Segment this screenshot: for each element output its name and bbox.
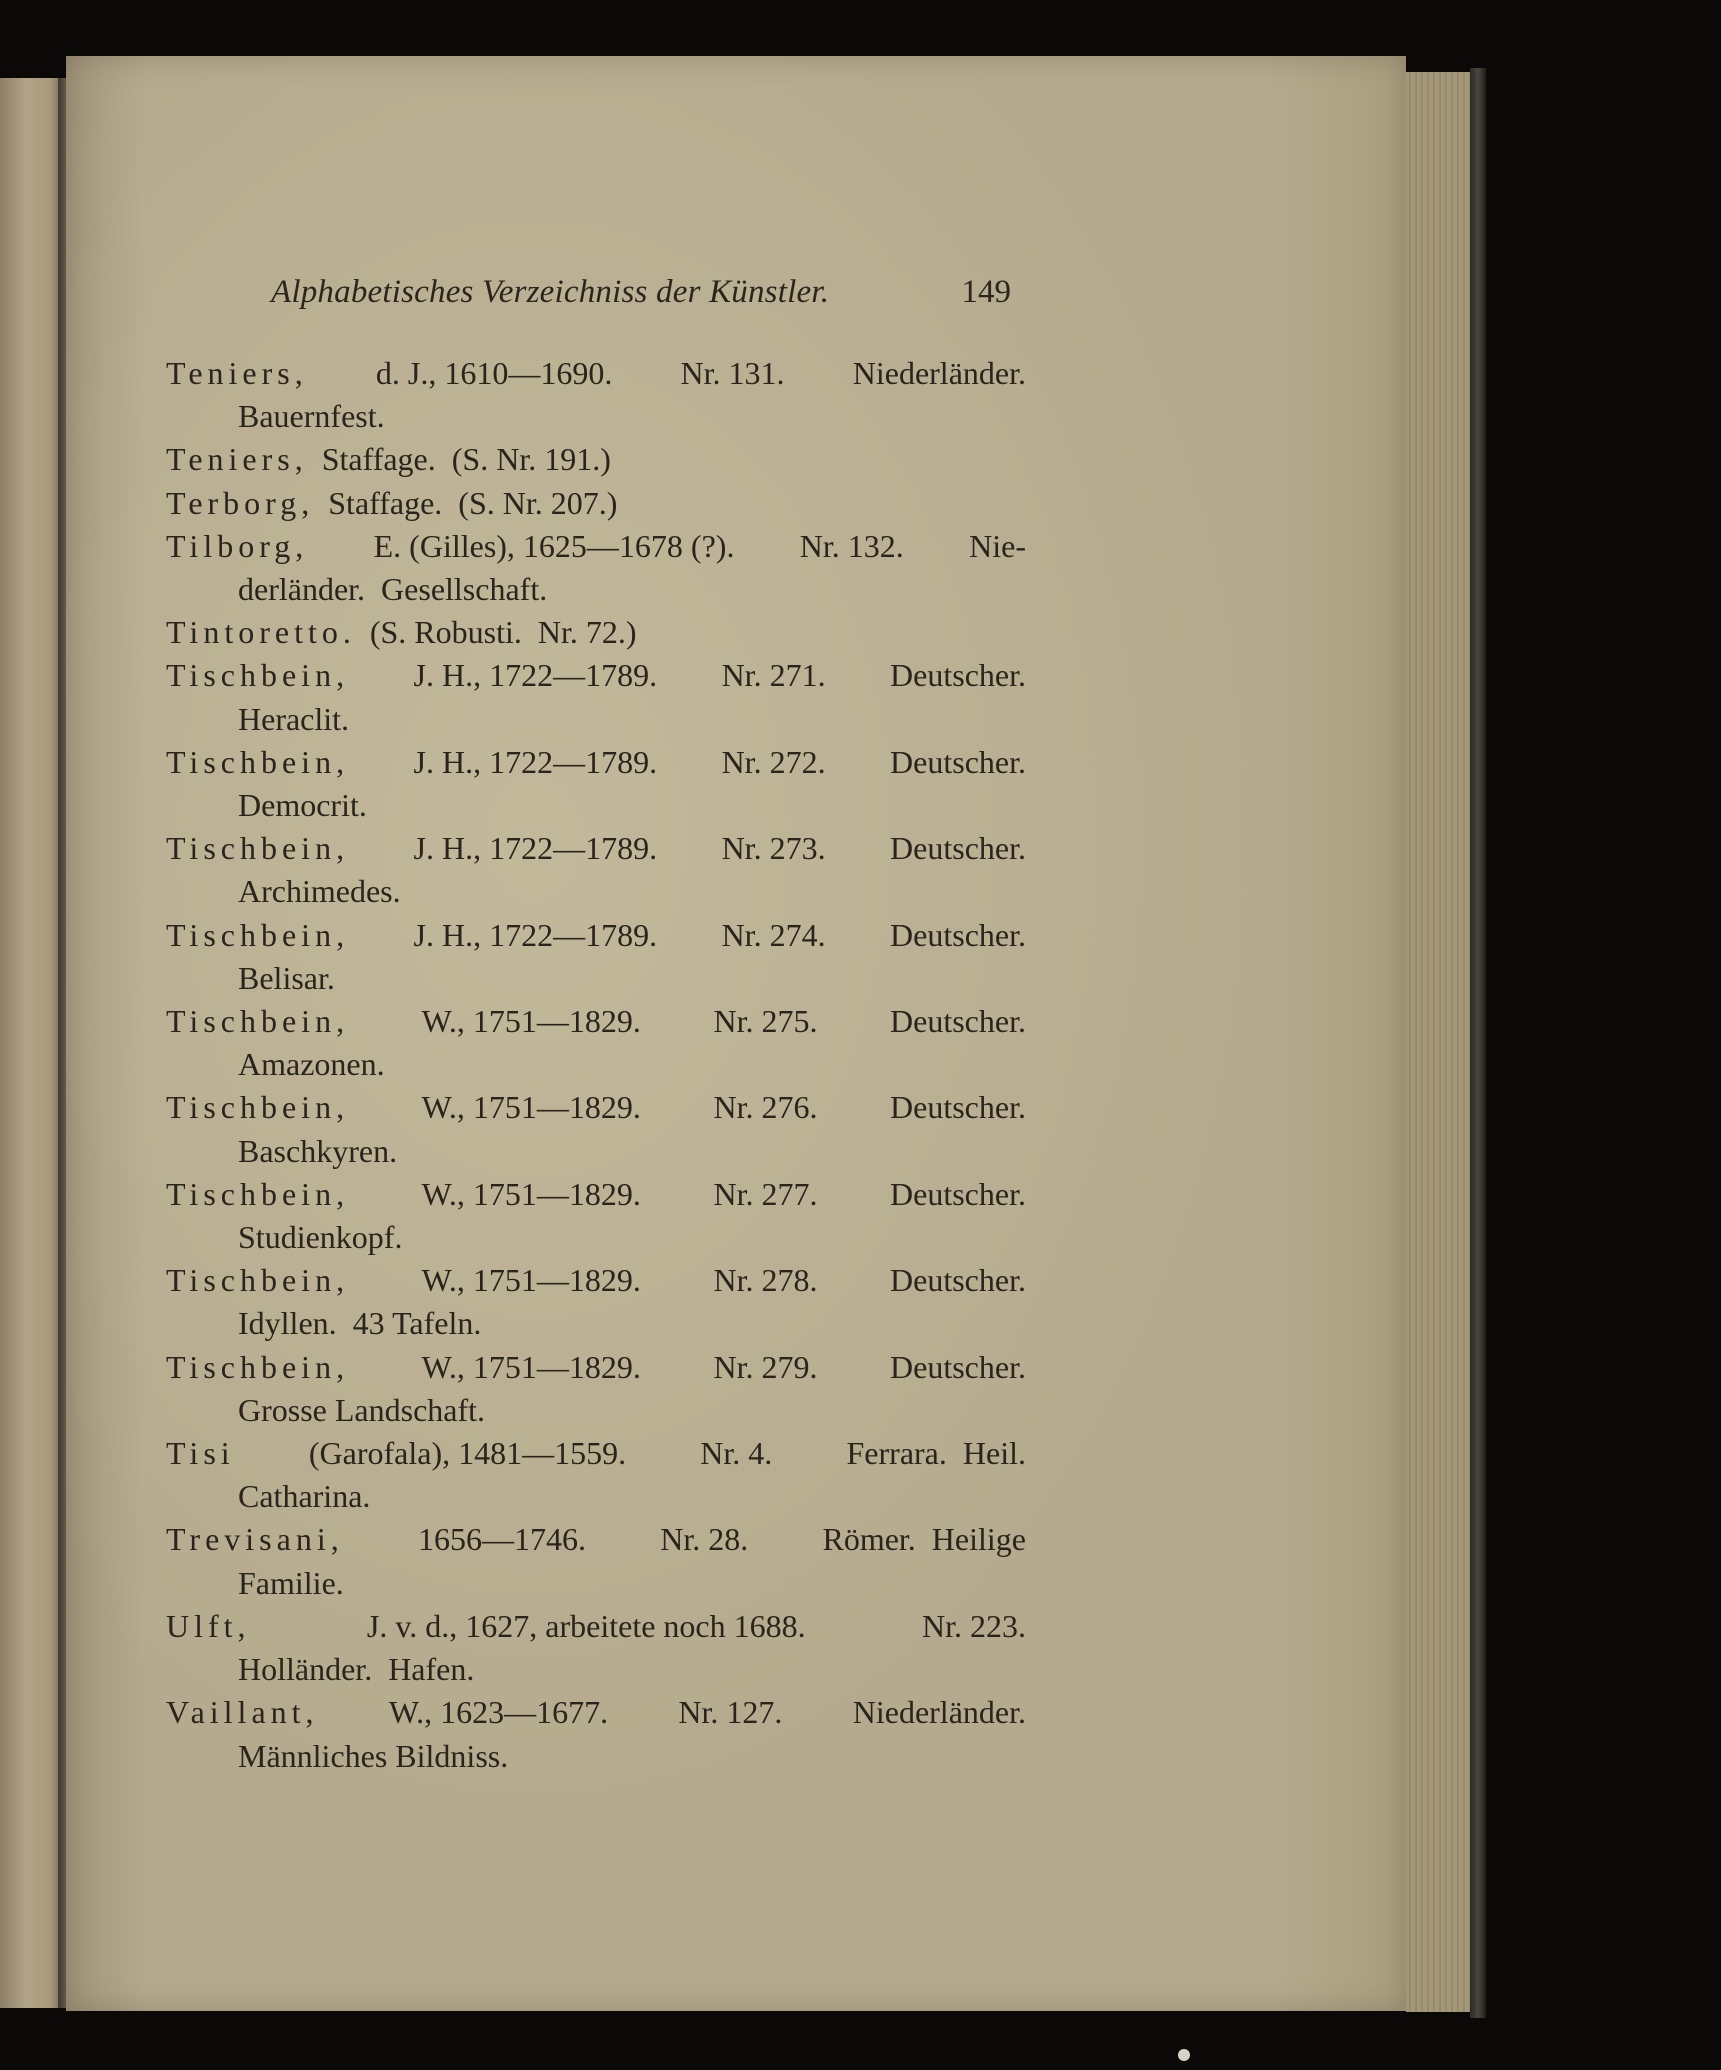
entry-segment: Nr. 277. — [713, 1175, 818, 1212]
entry-segment: J. H., 1722—1789. — [413, 830, 658, 867]
entry-segment: Nr. 278. — [713, 1262, 818, 1299]
artist-name: Tischbein, — [166, 1262, 350, 1299]
entry-segment: Deutscher. — [890, 830, 1026, 867]
entry-segment: Nr. 132. — [799, 527, 904, 564]
entry-segment: W., 1751—1829. — [421, 1348, 641, 1385]
artist-name: Tischbein, — [166, 657, 350, 694]
index-entry — [166, 827, 1026, 913]
entry-segment: Nr. 271. — [721, 657, 826, 694]
page-number: 149 — [961, 274, 1011, 310]
entry-segment: J. v. d., 1627, arbeitete noch 1688. — [366, 1607, 806, 1644]
index-entry — [166, 611, 1026, 654]
index-entry — [166, 1173, 1026, 1259]
index-entry — [166, 352, 1026, 438]
index-entry — [166, 438, 1026, 481]
index-entry — [166, 654, 1026, 740]
entry-segment: Staffage. (S. Nr. 207.) — [328, 484, 618, 521]
artist-name: Teniers, — [166, 441, 308, 478]
entry-segment: Deutscher. — [890, 1003, 1026, 1040]
index-entry — [166, 1259, 1026, 1345]
entry-continuation: Männliches Bildniss. — [238, 1737, 509, 1774]
entry-first-line — [166, 654, 1026, 697]
entry-segment: Nr. 276. — [713, 1089, 818, 1126]
entry-first-line — [166, 1173, 1026, 1216]
artist-index-list — [166, 352, 1026, 1778]
entry-first-line — [166, 611, 1026, 654]
artist-name: Tisi — [166, 1435, 235, 1472]
book-page — [66, 56, 1406, 2011]
entry-continuation: Holländer. Hafen. — [238, 1651, 475, 1688]
entry-segment: (Garofala), 1481—1559. — [308, 1435, 627, 1472]
artist-name: Tischbein, — [166, 1089, 350, 1126]
entry-segment: J. H., 1722—1789. — [413, 916, 658, 953]
entry-segment: Nr. 131. — [680, 355, 785, 391]
artist-name: Tischbein, — [166, 830, 350, 867]
entry-segment: Römer. Heilige — [822, 1521, 1026, 1558]
entry-segment: Deutscher. — [890, 743, 1026, 780]
entry-first-line — [166, 1086, 1026, 1129]
scan-target-dot — [1178, 2049, 1190, 2061]
entry-segment: Ferrara. Heil. — [846, 1435, 1026, 1472]
entry-segment: J. H., 1722—1789. — [413, 657, 658, 694]
entry-first-line — [166, 1346, 1026, 1389]
entry-first-line — [166, 1605, 1026, 1648]
entry-first-line — [166, 1691, 1026, 1734]
entry-segment: Nr. 279. — [713, 1348, 818, 1385]
artist-name: Terborg, — [166, 484, 315, 521]
entry-segment: Deutscher. — [890, 1348, 1026, 1385]
artist-name: Teniers, — [166, 355, 308, 391]
entry-first-line — [166, 1432, 1026, 1475]
entry-segment: J. H., 1722—1789. — [413, 743, 658, 780]
index-entry — [166, 914, 1026, 1000]
artist-name: Tischbein, — [166, 916, 350, 953]
entry-segment: Deutscher. — [890, 1089, 1026, 1126]
entry-first-line — [166, 482, 1026, 525]
index-entry — [166, 1346, 1026, 1432]
entry-segment: Deutscher. — [890, 1175, 1026, 1212]
artist-name: Vaillant, — [166, 1694, 319, 1731]
entry-segment: 1656—1746. — [417, 1521, 586, 1558]
artist-name: Tischbein, — [166, 743, 350, 780]
entry-continuation: Baschkyren. — [238, 1132, 398, 1169]
entry-continuation: Idyllen. 43 Tafeln. — [238, 1305, 482, 1342]
entry-continuation: Grosse Landschaft. — [238, 1391, 486, 1428]
artist-name: Tischbein, — [166, 1003, 350, 1040]
entry-continuation: Catharina. — [238, 1478, 371, 1515]
entry-segment: Nr. 274. — [721, 916, 826, 953]
entry-segment: Nr. 28. — [660, 1521, 749, 1558]
entry-segment: Staffage. (S. Nr. 191.) — [321, 441, 611, 478]
index-entry — [166, 1000, 1026, 1086]
index-entry — [166, 482, 1026, 525]
entry-segment: (S. Robusti. Nr. 72.) — [369, 614, 637, 651]
index-entry — [166, 1691, 1026, 1777]
index-entry — [166, 1518, 1026, 1604]
entry-segment: Nr. 272. — [721, 743, 826, 780]
index-entry — [166, 1432, 1026, 1518]
entry-segment: d. J., 1610—1690. — [375, 355, 613, 391]
entry-first-line — [166, 438, 1026, 481]
index-entry — [166, 1086, 1026, 1172]
entry-segment: E. (Gilles), 1625—1678 (?). — [373, 527, 735, 564]
entry-segment: Deutscher. — [890, 657, 1026, 694]
entry-continuation: Studienkopf. — [238, 1219, 403, 1256]
artist-name: Tischbein, — [166, 1175, 350, 1212]
entry-first-line — [166, 1000, 1026, 1043]
artist-name: Tischbein, — [166, 1348, 350, 1385]
index-entry — [166, 741, 1026, 827]
entry-segment: Nr. 275. — [713, 1003, 818, 1040]
entry-segment: Nie- — [969, 527, 1026, 564]
running-head-title: Alphabetisches Verzeichniss der Künstler. — [271, 274, 830, 310]
running-head — [271, 274, 1011, 311]
entry-first-line — [166, 1518, 1026, 1561]
entry-segment: W., 1751—1829. — [421, 1089, 641, 1126]
index-entry — [166, 525, 1026, 611]
entry-segment: W., 1751—1829. — [421, 1175, 641, 1212]
entry-first-line — [166, 827, 1026, 870]
entry-first-line — [166, 525, 1026, 568]
entry-segment: W., 1623—1677. — [388, 1694, 609, 1731]
entry-continuation: derländer. Gesellschaft. — [238, 571, 548, 608]
entry-first-line — [166, 352, 1026, 395]
entry-continuation: Belisar. — [238, 959, 335, 996]
entry-first-line — [166, 914, 1026, 957]
artist-name: Tilborg, — [166, 527, 309, 564]
entry-first-line — [166, 1259, 1026, 1302]
artist-name: Trevisani, — [166, 1521, 344, 1558]
entry-continuation: Heraclit. — [238, 700, 350, 737]
entry-first-line — [166, 741, 1026, 784]
entry-segment: Nr. 4. — [700, 1435, 773, 1472]
entry-segment: Nr. 273. — [721, 830, 826, 867]
artist-name: Tintoretto. — [166, 614, 356, 651]
entry-segment: Niederländer. — [852, 1694, 1026, 1731]
entry-continuation: Familie. — [238, 1564, 344, 1601]
entry-continuation: Democrit. — [238, 787, 367, 824]
entry-continuation: Bauernfest. — [238, 398, 385, 435]
entry-segment: Nr. 127. — [678, 1694, 783, 1731]
facing-page-edge — [0, 78, 66, 2008]
index-entry — [166, 1605, 1026, 1691]
entry-segment: Niederländer. — [852, 355, 1026, 391]
entry-continuation: Archimedes. — [238, 873, 401, 910]
entry-segment: W., 1751—1829. — [421, 1003, 641, 1040]
book-cover-edge — [1470, 68, 1486, 2018]
artist-name: Ulft, — [166, 1607, 251, 1644]
entry-segment: W., 1751—1829. — [421, 1262, 641, 1299]
entry-segment: Deutscher. — [890, 1262, 1026, 1299]
entry-segment: Nr. 223. — [921, 1607, 1026, 1644]
entry-continuation: Amazonen. — [238, 1046, 385, 1083]
entry-segment: Deutscher. — [890, 916, 1026, 953]
